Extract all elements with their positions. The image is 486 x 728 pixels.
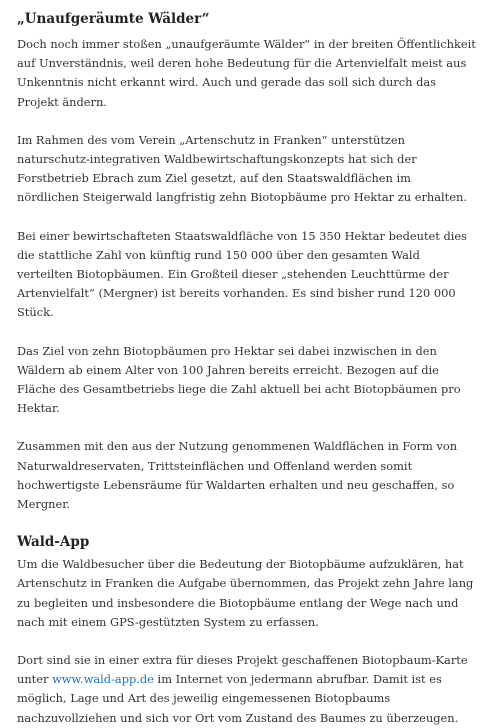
paragraph: Zusammen mit den aus der Nutzung genommenen Waldflächen in Form von Naturwaldreservaten, Trittsteinflächen und Offenland werden somit hochwertigste Lebensräume für Waldarten erhalten und neu geschaffen, so Mergner.	[17, 439, 458, 512]
paragraph: Um die Waldbesucher über die Bedeutung der Biotopbäume aufzuklären, hat Artenschutz in Franken die Aufgabe übernommen, das Projekt zehn Jahre lang zu begleiten und insbesondere die Biotopbäume entlang der Wege nach und nach mit einem GPS-gestützten System zu erfassen.	[17, 557, 474, 629]
section-unaufgeraeumte-waelder	[17, 10, 476, 514]
paragraph-text: Dort sind sie in einer extra für dieses Projekt geschaffenen Biotopbaum-Karte unter	[17, 653, 468, 687]
section-heading: Wald-App	[17, 534, 90, 551]
paragraph: Das Ziel von zehn Biotopbäumen pro Hektar sei dabei inzwischen in den Wäldern ab einem Alter von 100 Jahren bereits erreicht. Bezogen auf die Fläche des Gesamtbetriebs liege die Zahl aktuell bei acht Biotopbäumen pro Hektar.	[17, 343, 461, 416]
paragraph-text: im Internet von jedermann abrufbar. Damit ist es möglich, Lage und Art des jeweilig eingemessenen Biotopbaums nachzuvollziehen und sich vor Ort vom Zustand des Baumes zu überzeugen.	[17, 672, 459, 725]
section-wald-app	[17, 533, 476, 728]
paragraph-with-link	[17, 651, 476, 728]
section-heading: „Unaufgeräumte Wälder“	[17, 11, 210, 27]
paragraph: Im Rahmen des vom Verein „Artenschutz in Franken“ unterstützen naturschutz-integrativen Waldbewirtschaftungskonzepts hat sich der Forstbetrieb Ebrach zum Ziel gesetzt, auf den Staatswaldflächen im nördlichen Steigerwald langfristig zehn Biotopbäume pro Hektar zu erhalten.	[17, 132, 467, 205]
paragraph: Bei einer bewirtschafteten Staatswaldfläche von 15 350 Hektar bedeutet dies die stattliche Zahl von künftig rund 150 000 über den gesamten Wald verteilten Biotopbäumen. Ein Großteil dieser „stehenden Leuchttürme der Artenvielfalt“ (Mergner) ist bereits vorhanden. Es sind bisher rund 120 000 Stück.	[17, 228, 468, 320]
paragraph: Doch noch immer stoßen „unaufgeräumte Wälder“ in der breiten Öffentlichkeit auf Unverständnis, weil deren hohe Bedeutung für die Artenvielfalt meist aus Unkenntnis nicht erkannt wird. Auch und gerade das soll sich durch das Projekt ändern.	[17, 37, 476, 109]
wald-app-link[interactable]: www.wald-app.de	[52, 672, 154, 687]
